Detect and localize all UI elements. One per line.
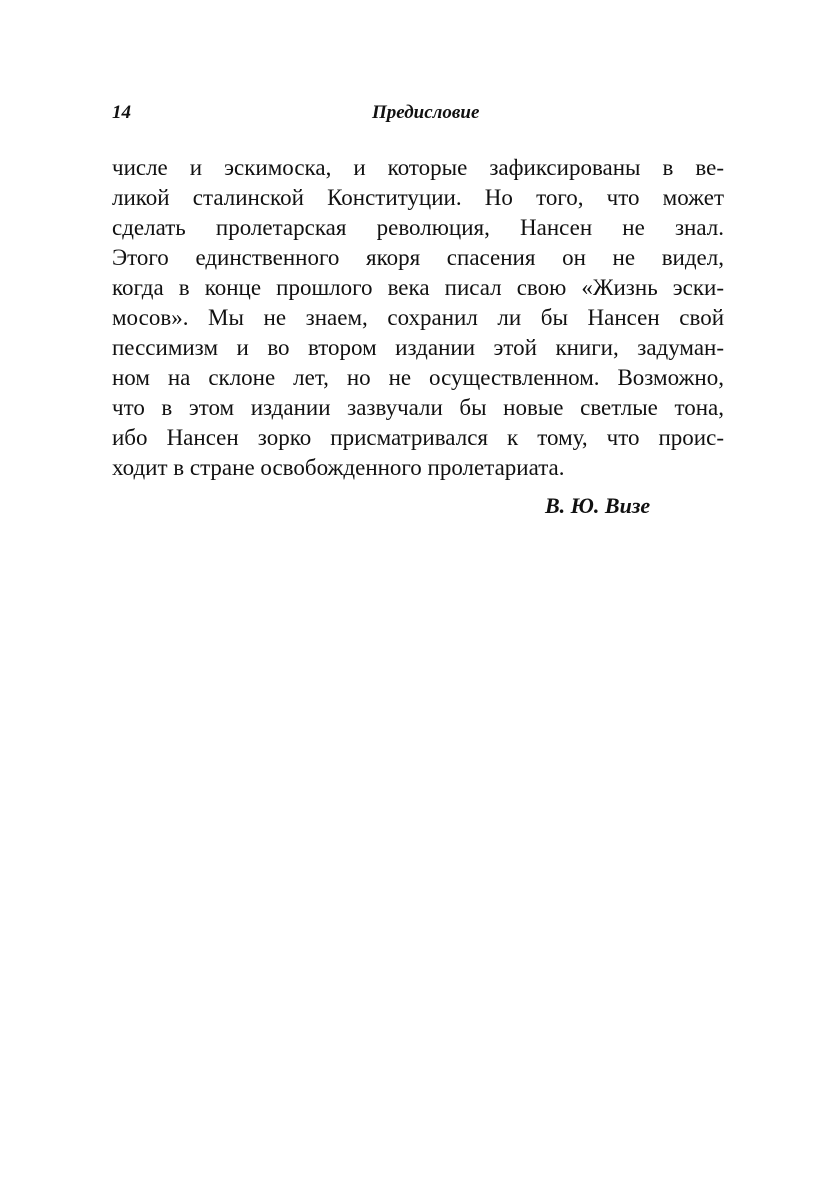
- text-line: пессимизм и во втором издании этой книги, задуман-: [112, 335, 724, 360]
- page-number: 14: [112, 102, 131, 123]
- text-line: мосов». Мы не знаем, сохранил ли бы Нансен свой: [112, 305, 724, 330]
- text-line: что в этом издании зазвучали бы новые светлые тона,: [112, 395, 724, 420]
- text-line: когда в конце прошлого века писал свою «Жизнь эски-: [112, 275, 724, 300]
- page-header: [112, 102, 724, 132]
- text-line: ликой сталинской Конституции. Но того, что может: [112, 185, 724, 210]
- text-line: ибо Нансен зорко присматривался к тому, что проис-: [112, 425, 724, 450]
- running-title: Предисловие: [372, 102, 480, 123]
- text-line: ходит в стране освобожденного пролетариата.: [112, 455, 565, 480]
- text-line: сделать пролетарская революция, Нансен не знал.: [112, 215, 724, 240]
- body-paragraph: [112, 153, 724, 483]
- text-line: Этого единственного якоря спасения он не видел,: [112, 245, 724, 270]
- author-signature: В. Ю. Визе: [545, 493, 651, 518]
- text-line: числе и эскимоска, и которые зафиксированы в ве-: [112, 155, 724, 180]
- text-line: ном на склоне лет, но не осуществленном. Возможно,: [112, 365, 724, 390]
